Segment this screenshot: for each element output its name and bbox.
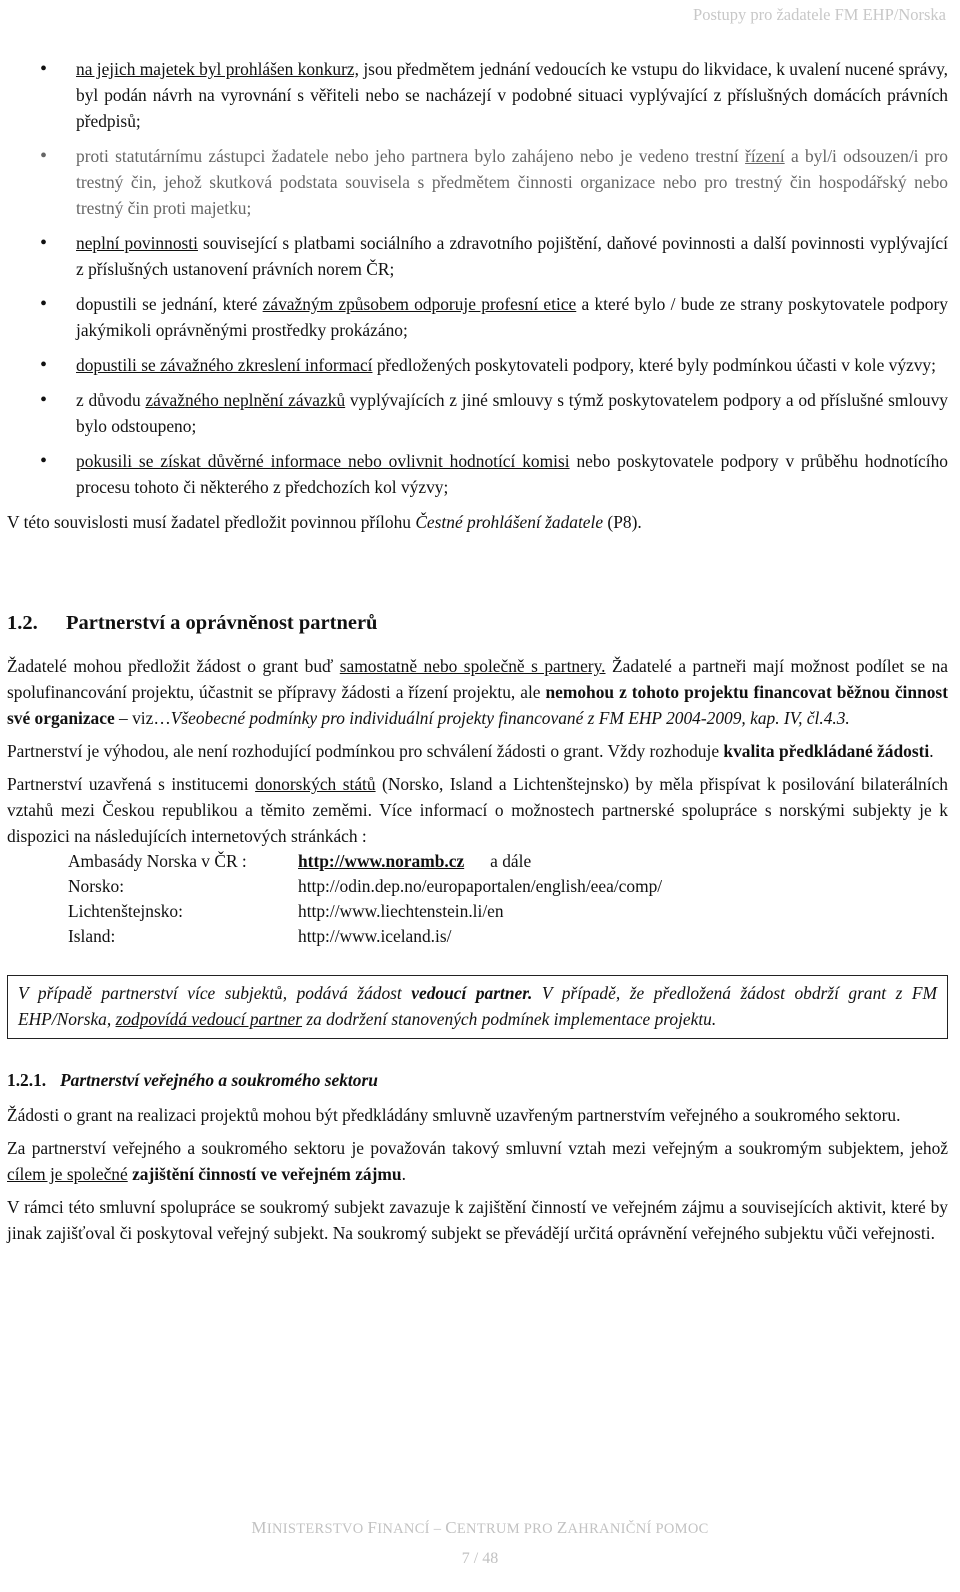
paragraph-advantage: Partnerství je výhodou, ale není rozhodující podmínkou pro schválení žádosti o grant. Vždy rozhoduje kvalita předkládané žádosti. — [7, 741, 934, 761]
paragraph-ppp-intro: Žádosti o grant na realizaci projektů mohou být předkládány smluvně uzavřeným partnerstvím veřejného a soukromého sektoru. — [7, 1105, 901, 1125]
list-item: • na jejich majetek byl prohlášen konkurz, jsou předmětem jednání vedoucích ke vstupu do likvidace, k uvalení nucené správy, byl podán návrh na vyrovnání s věřiteli nebo se nacházejí v podobné situaci vyplývající z příslušných domácích právních předpisů; — [7, 56, 948, 134]
page-content — [7, 56, 948, 1253]
subsection-heading: 1.2.1. Partnerství veřejného a soukromého sektoru — [7, 1070, 378, 1090]
list-item: • dopustili se závažného zkreslení informací předložených poskytovateli podpory, které byly podmínkou účasti v kole výzvy; — [7, 352, 948, 378]
website-link-list — [68, 849, 948, 949]
lead-partner-note-box: V případě partnerství více subjektů, podává žádost vedoucí partner. V případě, že předložená žádost obdrží grant z FM EHP/Norska, zodpovídá vedoucí partner za dodržení stanovených podmínek implementace projektu. — [7, 975, 948, 1039]
paragraph-donor-states: Partnerství uzavřená s institucemi donorských států (Norsko, Island a Lichtenštejnsko) by měla přispívat k posilování bilaterálních vztahů mezi Českou republikou a těmito zeměmi. Více informací o možnostech partnerské spolupráce s norskými subjekty je k dispozici na následujících internetových stránkách : — [7, 774, 948, 846]
paragraph-ppp-definition: Za partnerství veřejného a soukromého sektoru je považován takový smluvní vztah mezi veřejným a soukromým subjektem, jehož cílem je společné zajištění činností ve veřejném zájmu. — [7, 1138, 948, 1184]
list-item: • z důvodu závažného neplnění závazků vyplývajících z jiné smlouvy s týmž poskytovatelem podpory a od příslušné smlouvy bylo odstoupeno; — [7, 387, 948, 439]
link-row: Island: http://www.iceland.is/ — [68, 924, 948, 949]
list-item: • neplní povinnosti související s platbami sociálního a zdravotního pojištění, daňové povinnosti a další povinnosti vyplývající z příslušných ustanovení právních norem ČR; — [7, 230, 948, 282]
list-item: • proti statutárnímu zástupci žadatele nebo jeho partnera bylo zahájeno nebo je vedeno trestní řízení a byl/i odsouzen/i pro trestný čin, jehož skutková podstata souvisela s předmětem činnosti organizace nebo pro trestný čin hospodářský nebo trestný čin proti majetku; — [7, 143, 948, 221]
norway-link[interactable]: http://odin.dep.no/europaportalen/english/eea/comp/ — [298, 876, 663, 896]
exclusion-bullet-list — [7, 56, 948, 500]
iceland-link[interactable]: http://www.iceland.is/ — [298, 926, 452, 946]
paragraph-partners: Žadatelé mohou předložit žádost o grant buď samostatně nebo společně s partnery. Žadatelé a partneři mají možnost podílet se na spolufinancování projektu, účastnit se přípravy žádosti a řízení projektu, ale nemohou z tohoto projektu financovat běžnou činnost své organizace – viz…Všeobecné podmínky pro individuální projekty financované z FM EHP 2004-2009, kap. IV, čl.4.3. — [7, 656, 948, 728]
page-number: 7 / 48 — [461, 1550, 499, 1567]
list-item: • dopustili se jednání, které závažným způsobem odporuje profesní etice a které bylo / bude ze strany poskytovatele podpory jakýmikoli oprávněnými prostředky prokázáno; — [7, 291, 948, 343]
link-row: Norsko: http://odin.dep.no/europaportalen/english/eea/comp/ — [68, 874, 948, 899]
link-row: Ambasády Norska v ČR : http://www.noramb.cz a dále — [68, 849, 948, 874]
attachment-note: V této souvislosti musí žadatel předložit povinnou přílohu Čestné prohlášení žadatele (P8). — [7, 512, 642, 532]
liechtenstein-link[interactable]: http://www.liechtenstein.li/en — [298, 901, 504, 921]
footer-organization: MINISTERSTVO FINANCÍ – CENTRUM PRO ZAHRANIČNÍ POMOC — [251, 1518, 709, 1537]
running-header: Postupy pro žadatele FM EHP/Norska — [693, 5, 946, 24]
link-row: Lichtenštejnsko: http://www.liechtenstein.li/en — [68, 899, 948, 924]
section-heading: 1.2. Partnerství a oprávněnost partnerů — [7, 612, 378, 634]
noramb-link[interactable]: http://www.noramb.cz — [298, 851, 465, 871]
list-item: • pokusili se získat důvěrné informace nebo ovlivnit hodnotící komisi nebo poskytovatele podpory v průběhu hodnotícího procesu tohoto či některého z předchozích kol výzvy; — [7, 448, 948, 500]
paragraph-ppp-obligations: V rámci této smluvní spolupráce se soukromý subjekt zavazuje k zajištění činností ve veřejném zájmu a souvisejících aktivit, které by jinak zajišťoval či poskytoval veřejný subjekt. Na soukromý subjekt se převádějí určitá oprávnění veřejného subjektu vůči veřejnosti. — [7, 1197, 948, 1243]
